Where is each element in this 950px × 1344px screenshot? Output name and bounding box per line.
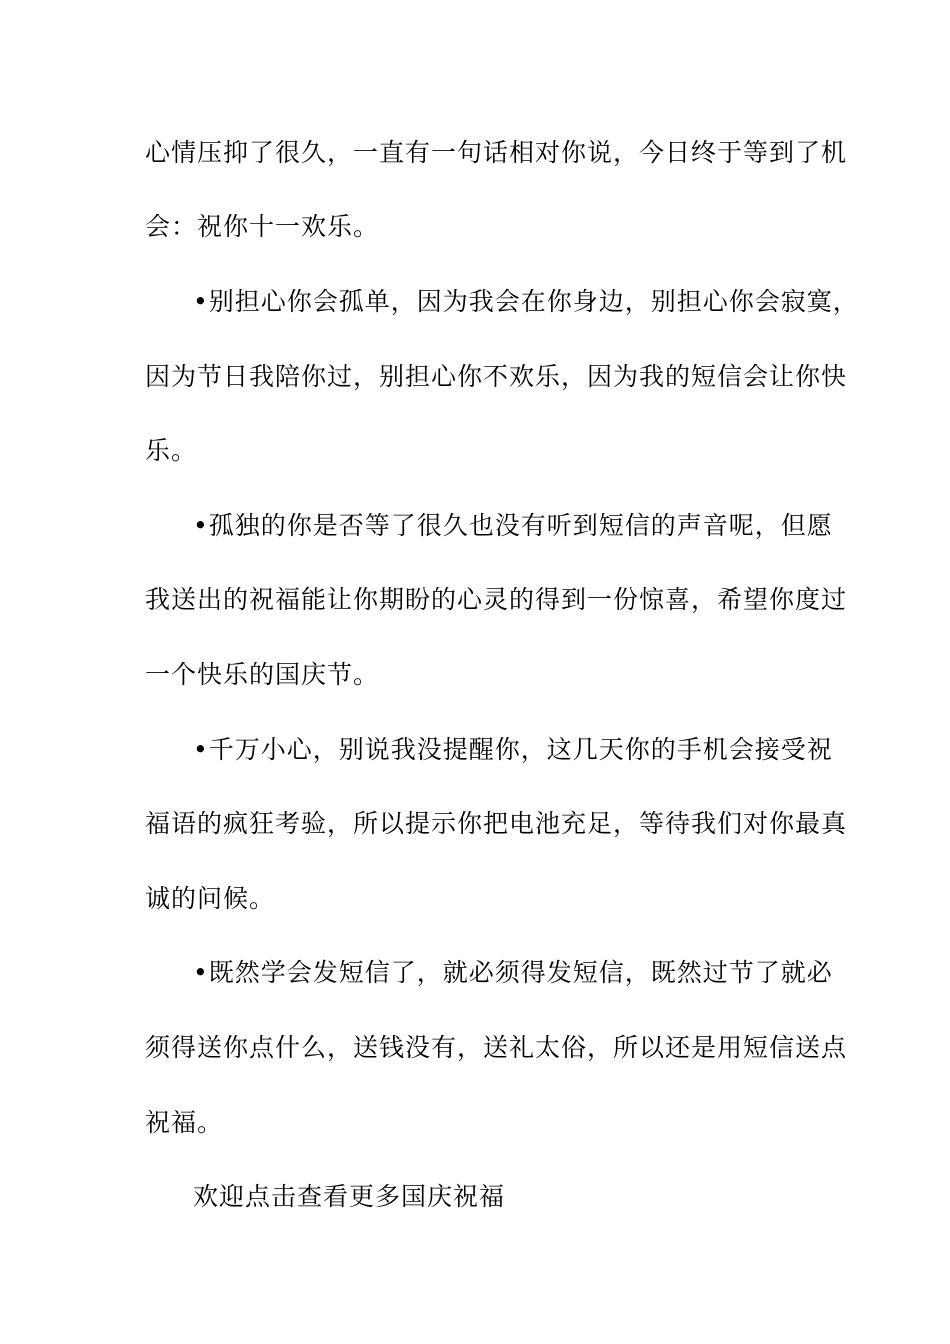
bullet-4-line-2: 须得送你点什么，送钱没有，送礼太俗，所以还是用短信送点 [145, 1033, 848, 1062]
bullet-4-line-3: 祝福。 [145, 1108, 224, 1137]
bullet-2-line-2: 我送出的祝福能让你期盼的心灵的得到一份惊喜，希望你度过 [145, 585, 848, 614]
paragraph-1-line-2: 会：祝你十一欢乐。 [145, 212, 380, 241]
bullet-3-line-2: 福语的疯狂考验，所以提示你把电池充足，等待我们对你最真 [145, 809, 848, 838]
bullet-1-line-2: 因为节日我陪你过，别担心你不欢乐，因为我的短信会让你快 [145, 362, 848, 391]
bullet-2-line-1: •孤独的你是否等了很久也没有听到短信的声音呢，但愿 [193, 511, 833, 540]
bullet-1-line-3: 乐。 [145, 436, 198, 465]
bullet-3-line-1: •千万小心，别说我没提醒你，这几天你的手机会接受祝 [193, 735, 833, 764]
bullet-1-line-1: •别担心你会孤单，因为我会在你身边，别担心你会寂寞， [193, 287, 859, 316]
bullet-2-line-3: 一个快乐的国庆节。 [145, 660, 380, 689]
paragraph-1-line-1: 心情压抑了很久，一直有一句话相对你说，今日终于等到了机 [145, 138, 848, 167]
more-greetings-link[interactable]: 欢迎点击查看更多国庆祝福 [193, 1182, 506, 1211]
bullet-3-line-3: 诚的问候。 [145, 884, 276, 913]
bullet-4-line-1: •既然学会发短信了，就必须得发短信，既然过节了就必 [193, 958, 833, 987]
